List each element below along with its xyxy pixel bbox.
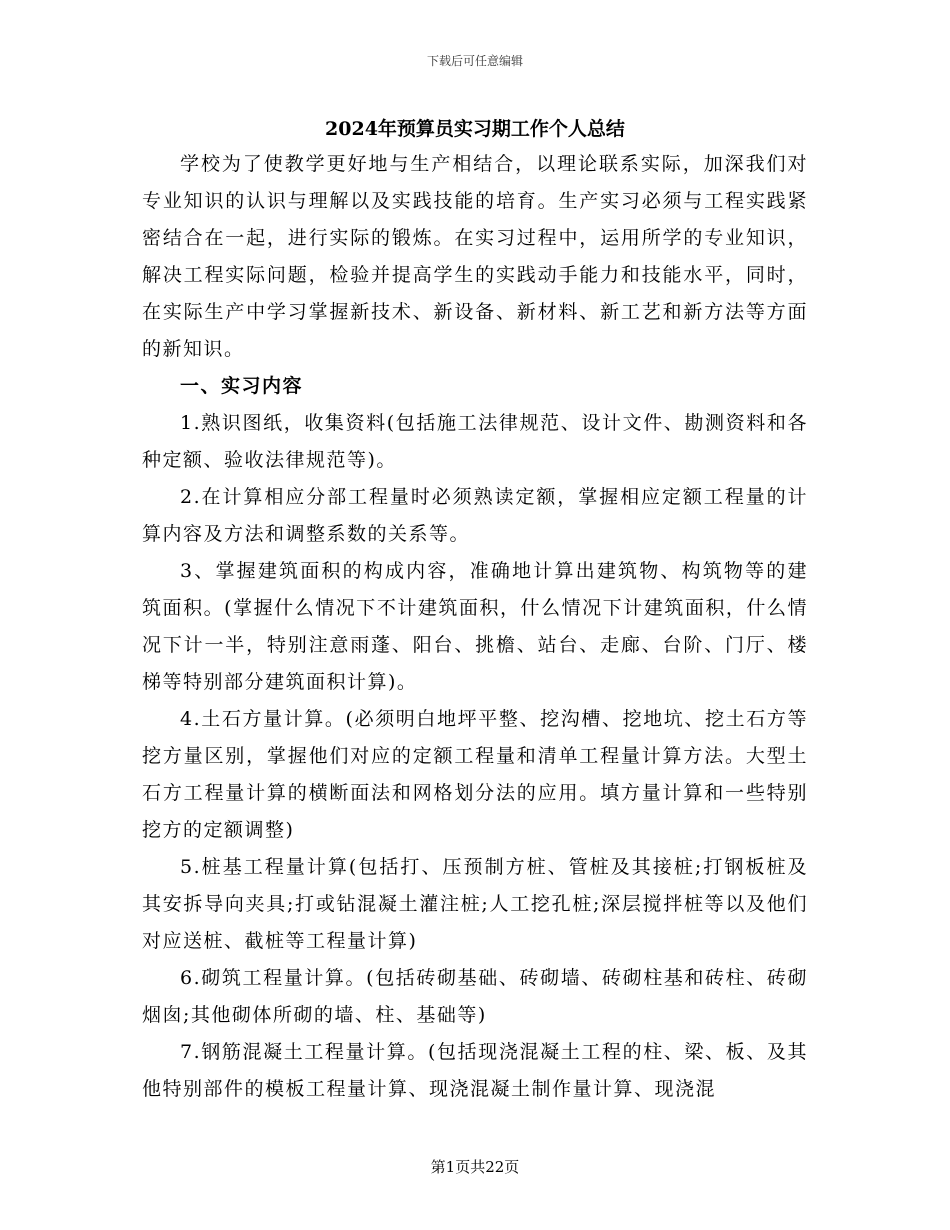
list-item: 4.土石方量计算。(必须明白地坪平整、挖沟槽、挖地坑、挖土石方等挖方量区别，掌握他们对应的定额工程量和清单工程量计算方法。大型土石方工程量计算的横断面法和网格划分法的应用。填方量计算和一些特别挖方的定额调整) (142, 708, 808, 841)
list-item: 1.熟识图纸，收集资料(包括施工法律规范、设计文件、勘测资料和各种定额、验收法律规范等)。 (142, 412, 808, 471)
list-item: 2.在计算相应分部工程量时必须熟读定额，掌握相应定额工程量的计算内容及方法和调整系数的关系等。 (142, 486, 808, 545)
header-note: 下载后可任意编辑 (426, 54, 523, 68)
list-item: 3、掌握建筑面积的构成内容，准确地计算出建筑物、构筑物等的建筑面积。(掌握什么情况下不计建筑面积，什么情况下计建筑面积，什么情况下计一半，特别注意雨蓬、阳台、挑檐、站台、走廊、台阶、门厅、楼梯等特别部分建筑面积计算)。 (142, 560, 808, 693)
list-item: 6.砌筑工程量计算。(包括砖砌基础、砖砌墙、砖砌柱基和砖柱、砖砌烟囱;其他砌体所砌的墙、柱、基础等) (142, 967, 808, 1026)
page-title: 2024年预算员实习期工作个人总结 (325, 118, 625, 140)
list-item: 7.钢筋混凝土工程量计算。(包括现浇混凝土工程的柱、梁、板、及其他特别部件的模板工程量计算、现浇混凝土制作量计算、现浇混 (142, 1041, 808, 1100)
intro-paragraph: 学校为了使教学更好地与生产相结合，以理论联系实际，加深我们对专业知识的认识与理解以及实践技能的培育。生产实习必须与工程实践紧密结合在一起，进行实际的锻炼。在实习过程中，运用所学的专业知识，解决工程实际问题，检验并提高学生的实践动手能力和技能水平，同时，在实际生产中学习掌握新技术、新设备、新材料、新工艺和新方法等方面的新知识。 (142, 153, 808, 360)
section-heading: 一、实习内容 (180, 375, 304, 397)
page-number: 第1页共22页 (430, 1158, 520, 1176)
document-body (142, 146, 808, 1108)
list-item: 5.桩基工程量计算(包括打、压预制方桩、管桩及其接桩;打钢板桩及其安拆导向夹具;打或钻混凝土灌注桩;人工挖孔桩;深层搅拌桩等以及他们对应送桩、截桩等工程量计算) (142, 856, 808, 952)
